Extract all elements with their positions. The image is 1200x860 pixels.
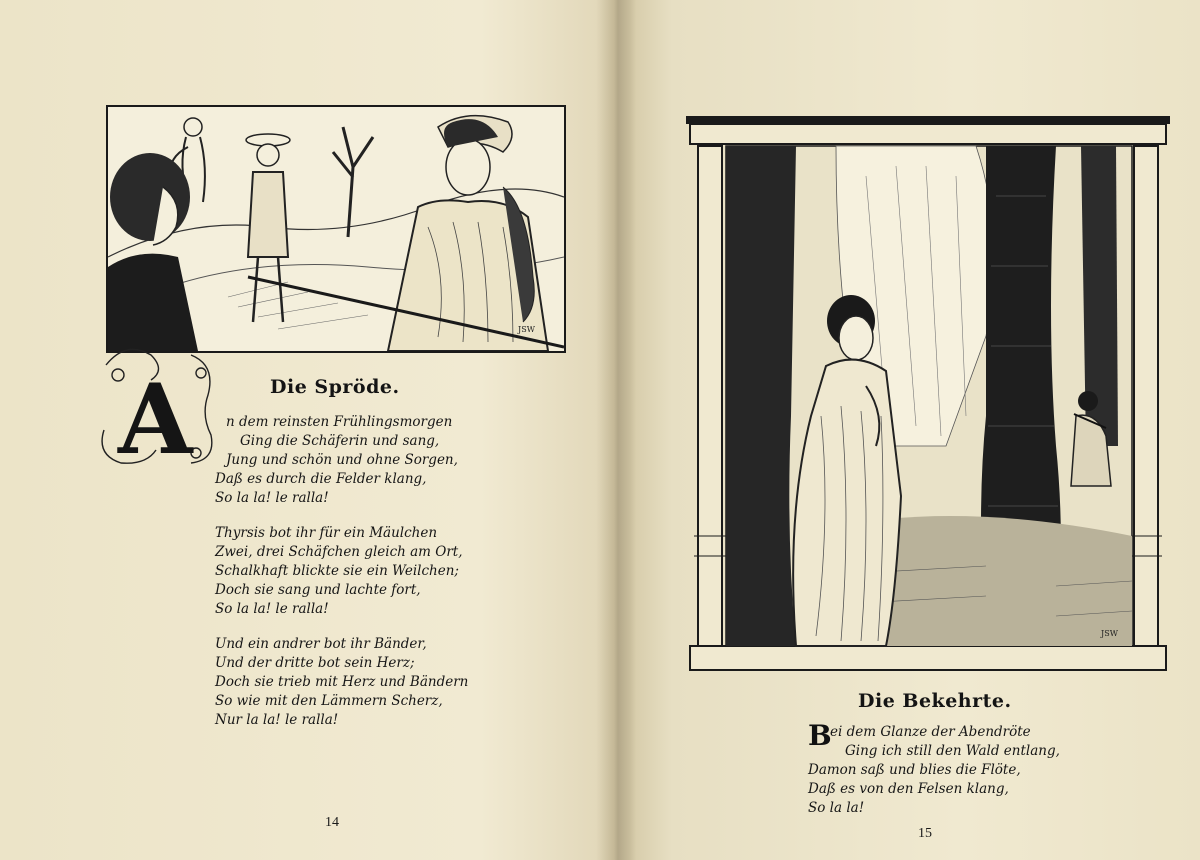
page-number-left: 14 [325, 815, 339, 830]
artist-monogram: JSW [518, 325, 535, 334]
initial-letter-b: B [808, 719, 832, 752]
poem-line: Doch sie sang und lachte fort, [215, 582, 421, 598]
poem-title-die-bekehrte: Die Bekehrte. [858, 690, 1012, 712]
poem-line: Ging ich still den Wald entlang, [845, 743, 1060, 759]
page-number-right: 15 [918, 826, 932, 841]
poem-line: Damon saß und blies die Flöte, [808, 762, 1021, 778]
poem-line: Daß es durch die Felder klang, [215, 471, 427, 487]
ornamental-initial-a [96, 335, 221, 470]
poem-line: Und ein andrer bot ihr Bänder, [215, 636, 427, 652]
poem-line: Jung und schön und ohne Sorgen, [226, 452, 458, 468]
left-page-illustration [106, 105, 566, 353]
poem-line: So wie mit den Lämmern Scherz, [215, 693, 443, 709]
poem-line: Doch sie trieb mit Herz und Bändern [215, 674, 469, 690]
poem-line: Ging die Schäferin und sang, [240, 433, 440, 449]
poem-line: n dem reinsten Frühlingsmorgen [226, 414, 453, 430]
poem-line: Nur la la! le ralla! [215, 712, 339, 728]
forest-scene-illustration [686, 116, 1170, 676]
right-page-illustration [686, 116, 1170, 676]
poem-line: Zwei, drei Schäfchen gleich am Ort, [215, 544, 463, 560]
poem-title-die-sproede: Die Spröde. [270, 376, 400, 398]
poem-line: So la la! le ralla! [215, 490, 329, 506]
artist-monogram: JSW [1101, 629, 1118, 638]
poem-line: So la la! [808, 800, 865, 816]
shepherd-scene-illustration [108, 107, 564, 351]
poem-line: ei dem Glanze der Abendröte [830, 724, 1031, 740]
poem-line: So la la! le ralla! [215, 601, 329, 617]
initial-letter-a: A [118, 363, 193, 470]
poem-line: Daß es von den Felsen klang, [808, 781, 1009, 797]
poem-line: Und der dritte bot sein Herz; [215, 655, 415, 671]
poem-line: Schalkhaft blickte sie ein Weilchen; [215, 563, 459, 579]
poem-line: Thyrsis bot ihr für ein Mäulchen [215, 525, 438, 541]
